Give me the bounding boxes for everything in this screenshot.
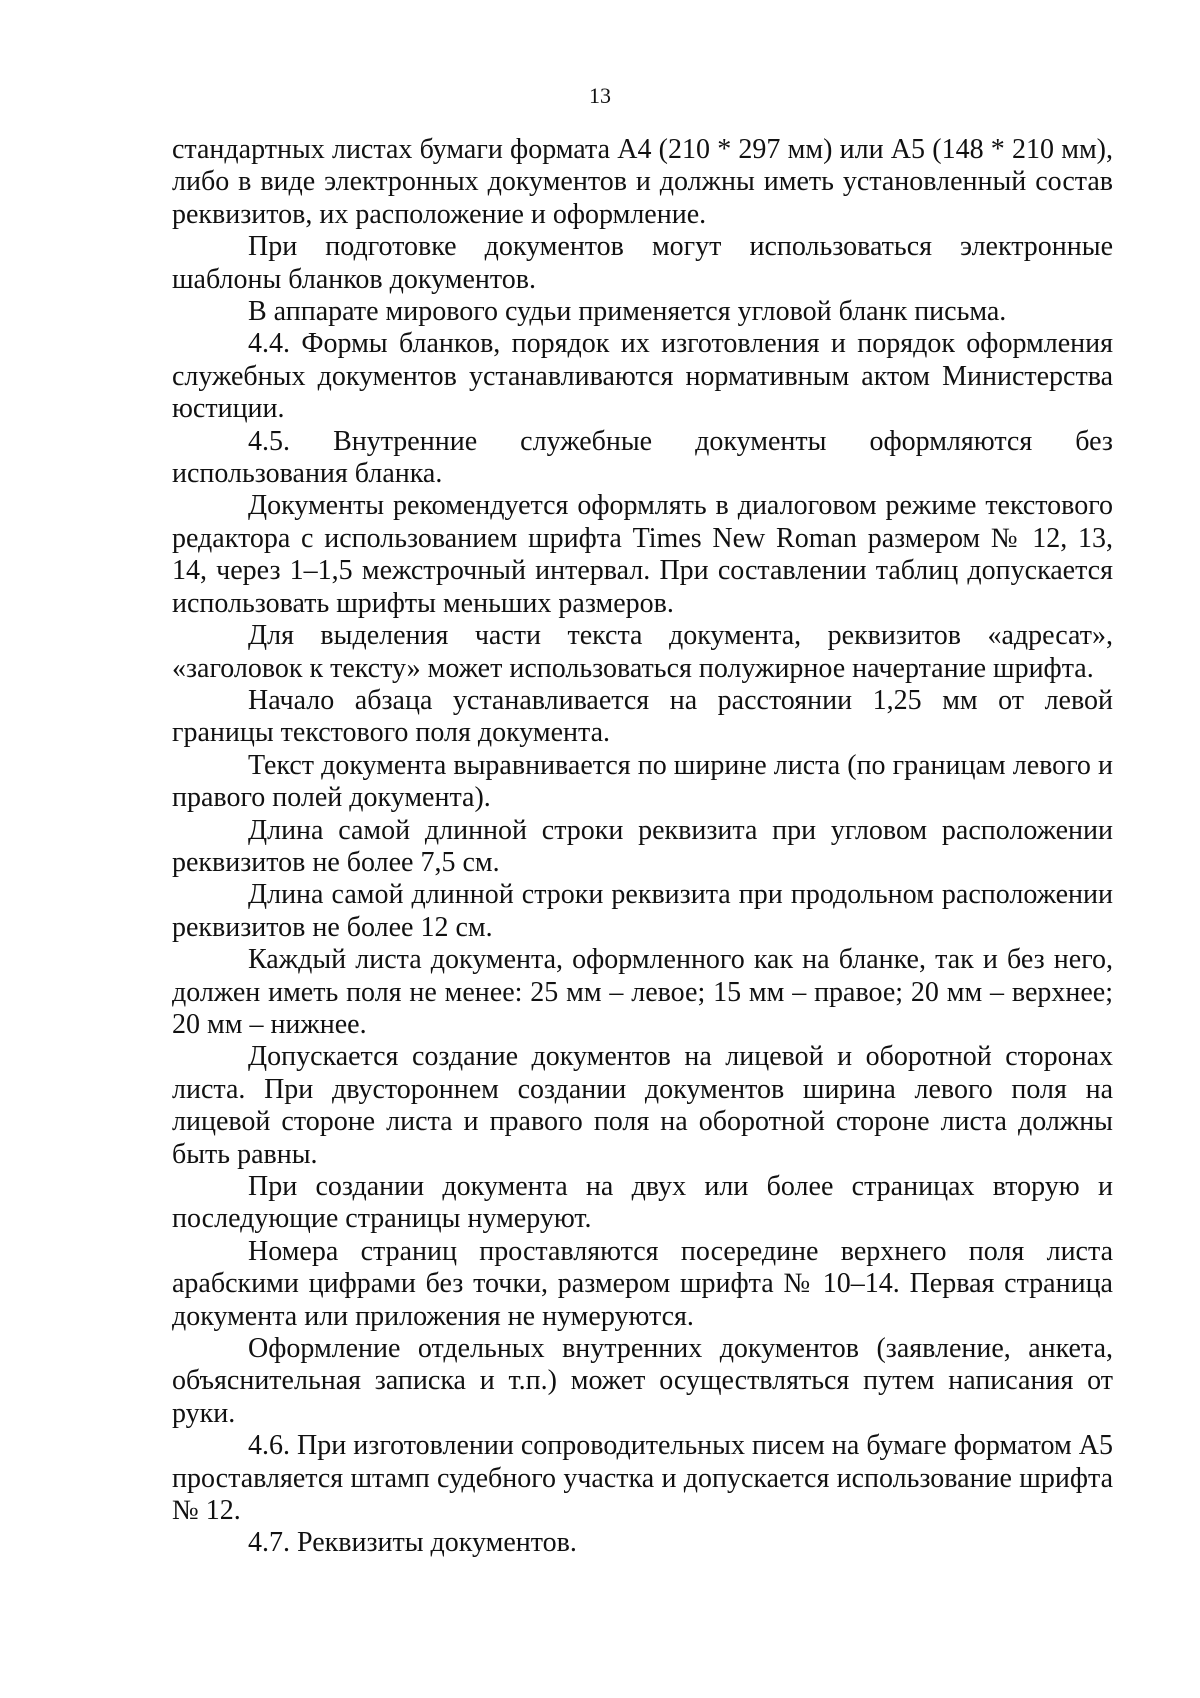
paragraph-page-numbering: При создании документа на двух или более страницах вторую и последующие страницы нумеруют. [172,1171,1113,1235]
paragraph-electronic-templates: При подготовке документов могут использоваться электронные шаблоны бланков документов. [172,231,1113,295]
paragraph-margins: Каждый листа документа, оформленного как на бланке, так и без него, должен иметь поля не менее: 25 мм – левое; 15 мм – правое; 20 мм – верхнее; 20 мм – нижнее. [172,944,1113,1040]
paragraph-4-6: 4.6. При изготовлении сопроводительных писем на бумаге форматом А5 проставляется штамп судебного участка и допускается использование шрифта № 12. [172,1430,1113,1527]
paragraph-double-sided: Допускается создание документов на лицевой и оборотной сторонах листа. При двустороннем создании документов ширина левого поля на лицевой стороне листа и правого поля на оборотной стороне листа должны быть равны. [172,1041,1113,1170]
paragraph-4-7: 4.7. Реквизиты документов. [248,1527,577,1559]
paragraph-corner-line-length: Длина самой длинной строки реквизита при угловом расположении реквизитов не более 7,5 см. [172,814,1113,878]
paragraph-indent: Начало абзаца устанавливается на расстоянии 1,25 мм от левой границы текстового поля документа. [172,684,1113,749]
paragraph-justification: Текст документа выравнивается по ширине листа (по границам левого и правого полей документа). [172,749,1113,814]
paragraph-4-4: 4.4. Формы бланков, порядок их изготовления и порядок оформления служебных документов устанавливаются нормативным актом Министерства юстиции. [172,328,1113,425]
paragraph-corner-letterhead: В аппарате мирового судьи применяется угловой бланк письма. [248,296,1007,328]
paragraph-continuation: стандартных листах бумаги формата А4 (210 * 297 мм) или А5 (148 * 210 мм), либо в виде электронных документов и должны иметь установленный состав реквизитов, их расположение и оформление. [172,134,1113,230]
page-number: 13 [589,83,611,108]
paragraph-font-recommendation: Документы рекомендуется оформлять в диалоговом режиме текстового редактора с использованием шрифта Times New Roman размером № 12, 13, 14, через 1–1,5 межстрочный интервал. При составлении таблиц допускается использовать шрифты меньших размеров. [172,490,1113,619]
paragraph-page-number-placement: Номера страниц проставляются посередине верхнего поля листа арабскими цифрами без точки, размером шрифта № 10–14. Первая страница документа или приложения не нумеруются. [172,1235,1113,1332]
paragraph-bold-text: Для выделения части текста документа, реквизитов «адресат», «заголовок к тексту» может использоваться полужирное начертание шрифта. [172,620,1113,684]
paragraph-handwritten: Оформление отдельных внутренних документов (заявление, анкета, объяснительная записка и т.п.) может осуществляться путем написания от руки. [172,1333,1113,1429]
paragraph-4-5: 4.5. Внутренние служебные документы оформляются без использования бланка. [172,425,1113,490]
paragraph-longitudinal-line-length: Длина самой длинной строки реквизита при продольном расположении реквизитов не более 12 см. [172,879,1113,943]
document-body [172,134,1113,1560]
